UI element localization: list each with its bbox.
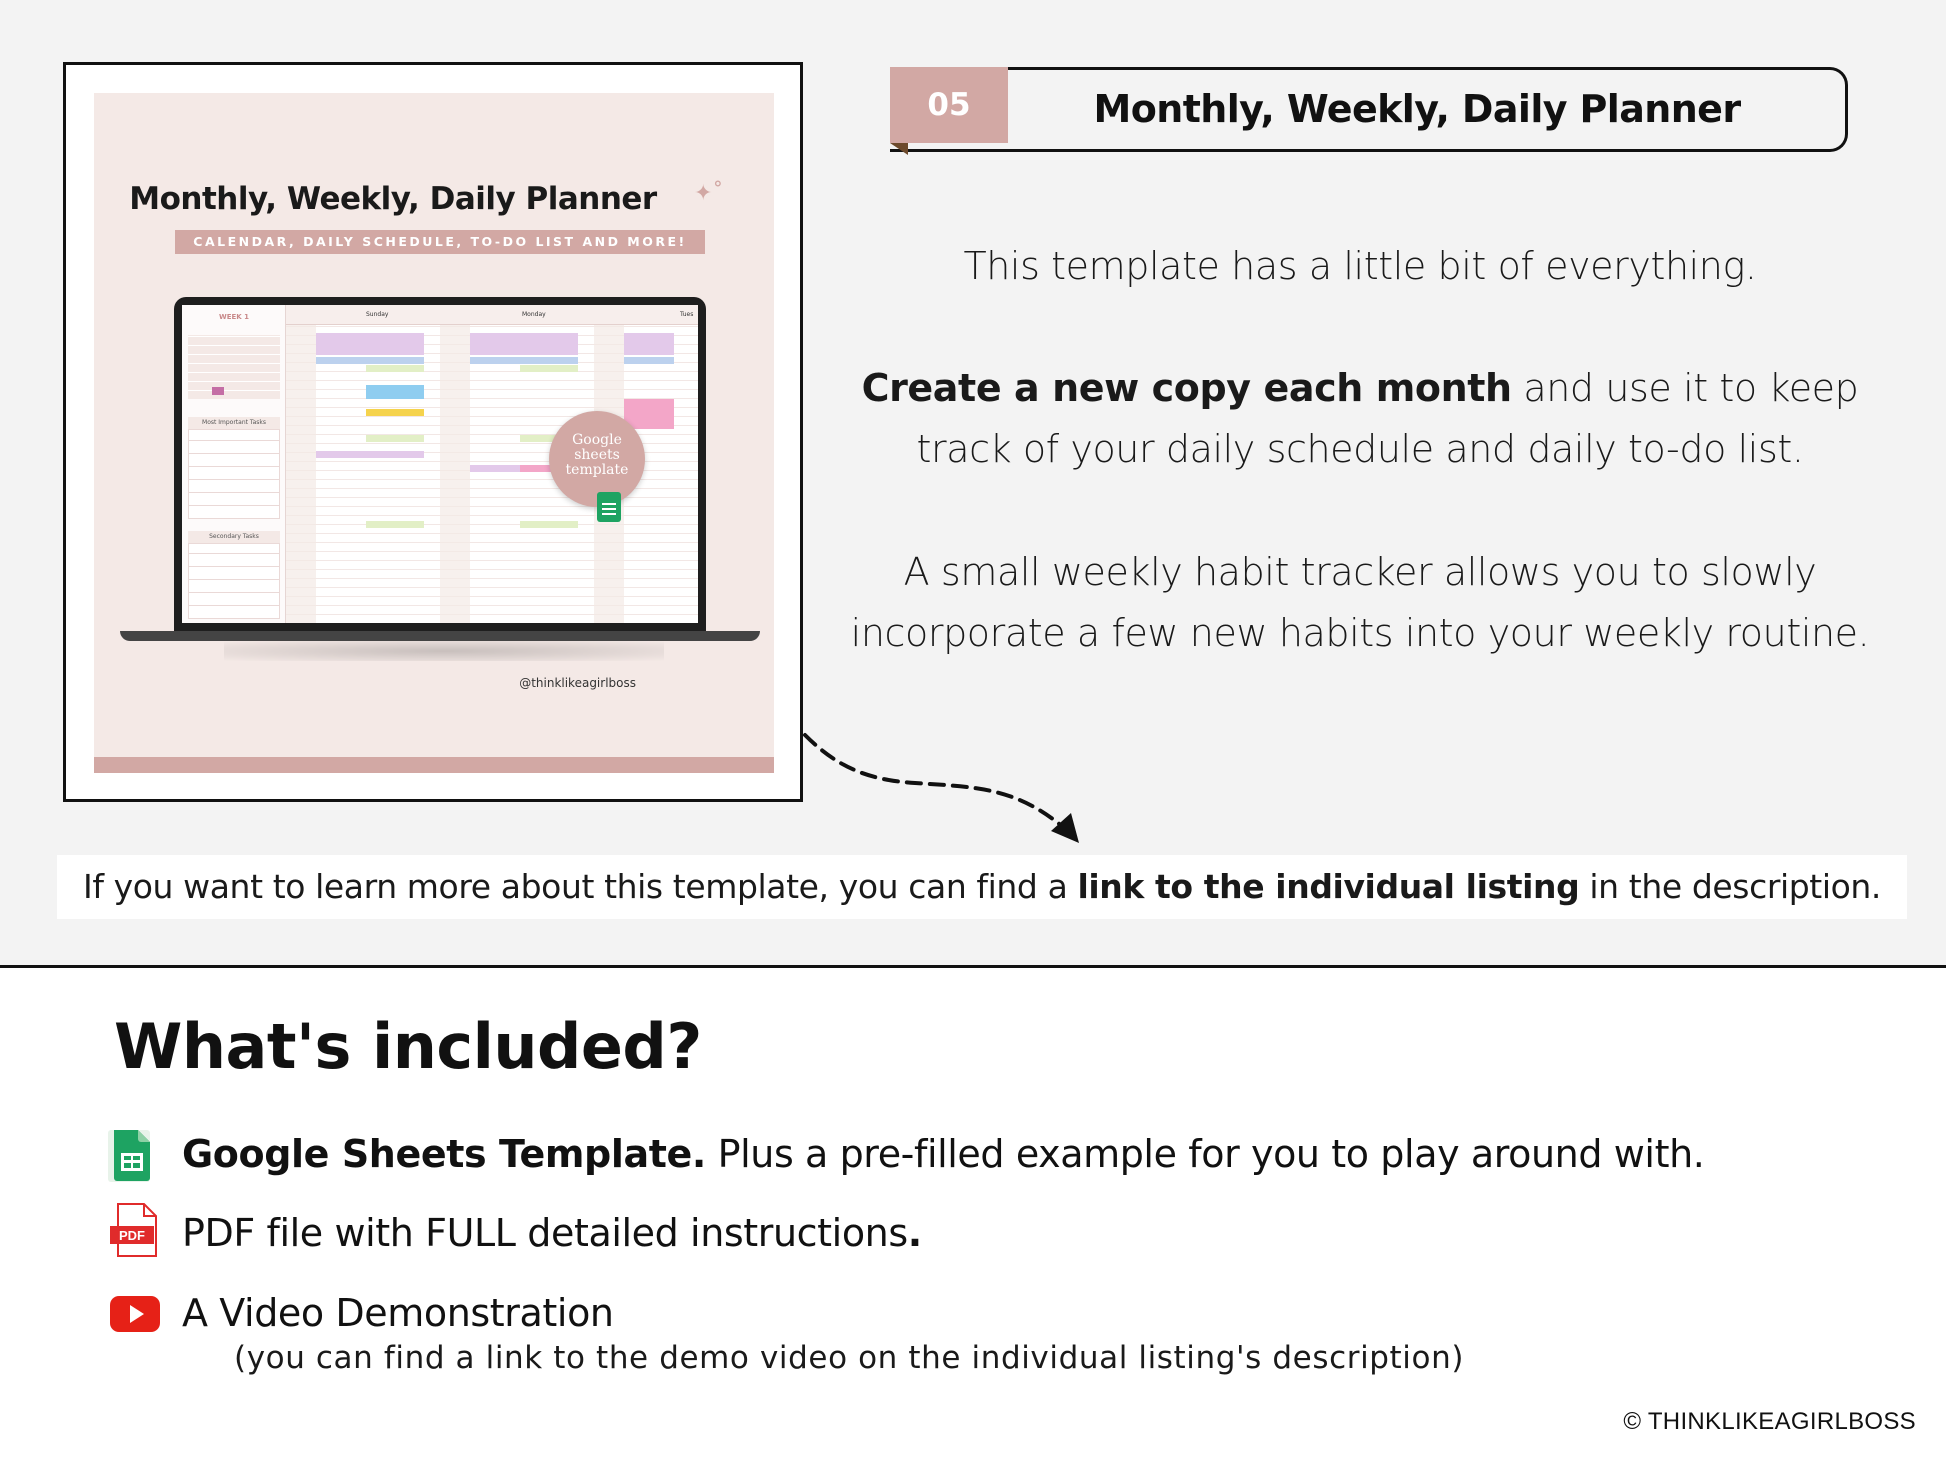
time-column [286,325,316,623]
description-text: incorporate a few new habits into your weekly routine. [850,611,1870,655]
sheet-event [520,521,578,528]
preview-subtitle: CALENDAR, DAILY SCHEDULE, TO-DO LIST AND MORE! [175,230,705,254]
section-divider [0,965,1946,968]
link-banner-text [57,855,1907,919]
included-item-bold: Google Sheets Template. [182,1132,706,1176]
sheet-event [624,333,674,355]
badge-line-1: Google [572,432,622,448]
description-text: A small weekly habit tracker allows you to slowly [903,550,1817,594]
sheet-secondary-title: Secondary Tasks [188,531,280,543]
link-text-after: in the description. [1579,867,1882,906]
description-text: and use it to keep [1511,366,1859,410]
description-paragraph-2 [840,358,1880,480]
sheet-header [286,305,698,325]
link-text-before: If you want to learn more about this template, you can find a [82,867,1078,906]
included-item-dot: . [907,1211,922,1255]
sheet-event [316,451,424,458]
sheet-sidebar [182,305,286,623]
badge-line-2: sheets [574,447,620,463]
sheet-event [520,333,578,355]
laptop-shadow [224,641,664,661]
description-text: track of your daily schedule and daily to-do list. [916,427,1804,471]
included-item-pdf [182,1211,922,1255]
sheet-event [366,521,424,528]
sheet-tasks-title: Most Important Tasks [188,417,280,429]
copyright: © THINKLIKEAGIRLBOSS [1623,1408,1916,1435]
pdf-label: PDF [119,1228,145,1243]
preview-title: Monthly, Weekly, Daily Planner [129,181,657,217]
google-sheets-icon [104,1128,154,1182]
section-number: 05 [890,67,1008,143]
included-title: What's included? [114,1010,702,1083]
description-bold: Create a new copy each month [861,366,1512,410]
sheet-event [624,357,674,364]
sheet-day-tues: Tues [680,311,694,318]
sheet-event [520,365,578,372]
section-title: Monthly, Weekly, Daily Planner [1093,87,1741,131]
preview-image [94,93,774,773]
sheet-event [366,333,424,355]
included-item-video: A Video Demonstration [182,1291,614,1335]
sheet-event [366,409,424,416]
arrow-icon [795,725,1095,845]
sheet-secondary-list [188,543,280,619]
laptop-base [120,631,760,641]
sheet-event [470,465,520,472]
sheet-event [366,435,424,442]
sheet-event [470,357,578,364]
sheet-event [316,357,424,364]
handle-text: @thinklikeagirlboss [519,676,636,690]
google-sheets-icon [597,492,621,522]
sparkle-icon: ✦˚ [694,181,724,206]
included-item-text: PDF file with FULL detailed instructions [182,1211,908,1255]
sheet-event [366,385,424,399]
sheet-day-monday: Monday [522,311,546,318]
time-column [440,325,470,623]
description-paragraph-3 [840,542,1880,664]
mini-calendar [188,335,280,399]
pdf-icon [108,1202,160,1258]
included-item-video-note: (you can find a link to the demo video on the individual listing's description) [234,1340,1465,1376]
youtube-icon [110,1296,160,1332]
sheet-day-sunday: Sunday [366,311,389,318]
number-fold [890,143,908,155]
sheet-event [366,365,424,372]
included-item-text: Plus a pre-filled example for you to play around with. [705,1132,1705,1176]
link-text-bold: link to the individual listing [1077,867,1580,906]
badge-line-3: template [565,462,629,478]
included-item-sheets [182,1132,1704,1176]
sheet-event [624,399,674,429]
mini-calendar-highlight [212,387,224,395]
sheet-task-list [188,429,280,519]
sheet-event [316,333,366,355]
preview-image-frame [63,62,803,802]
description-line-1: This template has a little bit of everything. [963,244,1757,288]
sheet-week-label: WEEK 1 [218,313,250,321]
preview-bottom-bar [94,757,774,773]
sheet-event [470,333,520,355]
